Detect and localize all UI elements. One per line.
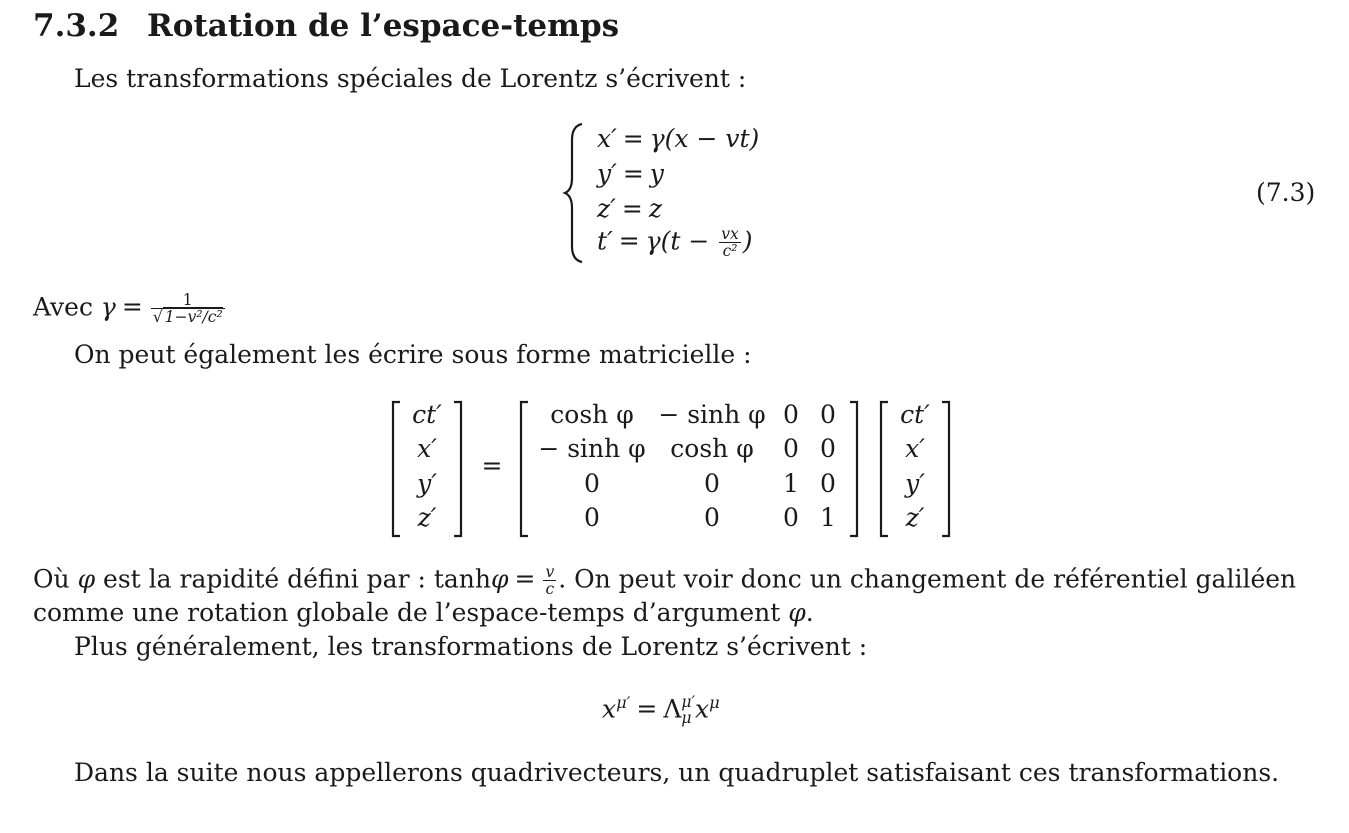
- matrix-cell-1-2: 0: [783, 434, 799, 463]
- right-vector-z: z′: [905, 503, 925, 532]
- general-equation: $x^{\mu'} = \Lambda$ μ′ μ $x^\mu$: [602, 693, 720, 727]
- left-vector-z: z′: [417, 503, 437, 532]
- matrix-cell-1-0: − sinh φ: [538, 434, 646, 463]
- matrix-cell-0-3: 0: [820, 400, 836, 429]
- eq-line-1: x′ = γ(x − vt): [597, 124, 760, 153]
- matrix-cell-1-1: cosh φ: [670, 434, 754, 463]
- matrix-cell-2-0: 0: [584, 469, 600, 498]
- left-vector-y: y′: [417, 469, 437, 498]
- gamma-definition: Avec γ = $\frac{1}{\text{√ 1−v²/c²}}$: [33, 291, 223, 327]
- paragraph-matrix-intro: On peut également les écrire sous forme matricielle :: [74, 340, 752, 369]
- section-number: 7.3.2: [33, 8, 120, 44]
- matrix-cell-3-3: 1: [820, 503, 836, 532]
- paragraph-intro: Les transformations spéciales de Lorentz s’écrivent :: [74, 64, 747, 93]
- matrix-cell-3-0: 0: [584, 503, 600, 532]
- section-heading: [33, 8, 619, 44]
- matrix-cell-2-1: 0: [704, 469, 720, 498]
- system-brace: [562, 122, 586, 264]
- eq-line-2: y′ = y: [597, 159, 664, 188]
- matrix-cell-0-2: 0: [783, 400, 799, 429]
- right-vector-y: y′: [905, 469, 925, 498]
- matrix-cell-0-0: cosh φ: [550, 400, 634, 429]
- matrix-cell-2-3: 0: [820, 469, 836, 498]
- matrix-cell-0-1: − sinh φ: [658, 400, 766, 429]
- right-vector-x: x′: [905, 434, 925, 463]
- eq-line-3: z′ = z: [597, 194, 662, 223]
- equals-sign: =: [481, 451, 503, 480]
- matrix-cell-3-1: 0: [704, 503, 720, 532]
- section-title: Rotation de l’espace-temps: [147, 8, 620, 44]
- paragraph-general: Plus généralement, les transformations de Lorentz s’écrivent :: [74, 632, 868, 661]
- left-vector-ct: ct′: [412, 400, 442, 429]
- equation-label: (7.3): [1256, 178, 1316, 207]
- paragraph-rapidity: Où φ est la rapidité défini par : tanhφ = $\frac{v}{c}$ . On peut voir donc un changement de référentiel galiléen: [33, 563, 1297, 599]
- right-vector-ct: ct′: [900, 400, 930, 429]
- left-vector-x: x′: [417, 434, 437, 463]
- matrix-cell-1-3: 0: [820, 434, 836, 463]
- paragraph-conclusion: Dans la suite nous appellerons quadrivecteurs, un quadruplet satisfaisant ces transformations.: [74, 758, 1280, 787]
- matrix-cell-3-2: 0: [783, 503, 799, 532]
- paragraph-rapidity-line2: comme une rotation globale de l’espace-temps d’argument φ.: [33, 598, 814, 627]
- matrix-cell-2-2: 1: [783, 469, 799, 498]
- eq-line-4: t′ = γ(t − $\frac{vx}{\text{c²}}$ ): [597, 225, 753, 261]
